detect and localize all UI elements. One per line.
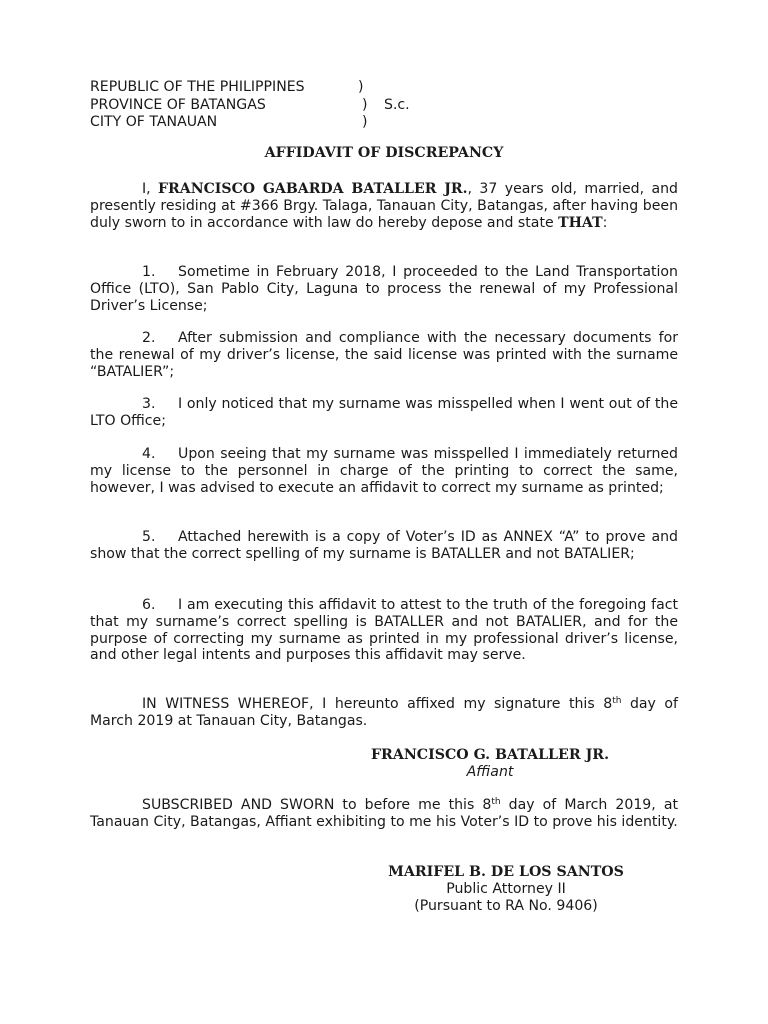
affiant-role: Affiant bbox=[466, 763, 514, 780]
witness-ordinal: th bbox=[612, 696, 622, 706]
venue-caption bbox=[90, 79, 470, 132]
caption-province: PROVINCE OF BATANGAS bbox=[90, 96, 266, 113]
caption-republic: REPUBLIC OF THE PHILIPPINES bbox=[90, 79, 305, 95]
witness-post: day of March 2019 at Tanauan City, Batangas. bbox=[90, 696, 679, 729]
item-text: I am executing this affidavit to attest to the truth of the foregoing fact that my surname’s correct spelling is BATALLER and not BATALIER, and for the purpose of correcting my surname as printed in my professional driver’s license, and other legal intents and purposes this affidavit may serve. bbox=[90, 597, 678, 664]
notary-authority: (Pursuant to RA No. 9406) bbox=[414, 897, 598, 914]
caption-line bbox=[90, 114, 470, 132]
intro-paragraph bbox=[90, 181, 678, 231]
item-number: 2. bbox=[142, 330, 156, 346]
list-item bbox=[90, 396, 678, 430]
notary-title: Public Attorney II bbox=[446, 880, 566, 897]
intro-text: , 37 years old, married, and presently residing at #366 Brgy. Talaga, Tanauan City, Batangas, after having been duly sworn to in accordance with law do hereby depose and state bbox=[90, 181, 678, 231]
item-text: Upon seeing that my surname was misspelled I immediately returned my license to the personnel in charge of the printing to correct the same, however, I was advised to execute an affidavit to correct my surname as printed; bbox=[90, 446, 678, 496]
witness-pre: IN WITNESS WHEREOF, I hereunto affixed my signature this 8 bbox=[142, 696, 613, 712]
list-item bbox=[90, 597, 678, 664]
item-text: Attached herewith is a copy of Voter’s ID as ANNEX “A” to prove and show that the correct spelling of my surname is BATALLER and not BATALIER; bbox=[90, 529, 678, 562]
caption-sc: S.c. bbox=[384, 96, 410, 113]
caption-paren: ) bbox=[362, 96, 368, 113]
jurat-post: day of March 2019, at Tanauan City, Batangas, Affiant exhibiting to me his Voter’s ID to prove his identity. bbox=[90, 797, 678, 830]
item-number: 5. bbox=[142, 529, 156, 545]
caption-line bbox=[90, 97, 470, 115]
affiant-signature-block bbox=[340, 747, 640, 781]
jurat-pre: SUBSCRIBED AND SWORN to before me this 8 bbox=[142, 797, 492, 813]
list-item bbox=[90, 529, 678, 563]
affiant-full-name: FRANCISCO GABARDA BATALLER JR. bbox=[158, 181, 468, 197]
list-item bbox=[90, 264, 678, 314]
list-item bbox=[90, 446, 678, 496]
affiant-name: FRANCISCO G. BATALLER JR. bbox=[370, 747, 610, 763]
notary-name: MARIFEL B. DE LOS SANTOS bbox=[388, 864, 624, 880]
item-text: I only noticed that my surname was misspelled when I went out of the LTO Office; bbox=[90, 396, 678, 429]
intro-colon: : bbox=[602, 214, 608, 231]
that-word: THAT bbox=[558, 214, 603, 231]
item-number: 1. bbox=[142, 264, 156, 280]
item-number: 3. bbox=[142, 396, 156, 412]
list-item bbox=[90, 330, 678, 380]
document-title: AFFIDAVIT OF DISCREPANCY bbox=[264, 145, 504, 161]
caption-city: CITY OF TANAUAN bbox=[90, 114, 218, 131]
witness-paragraph bbox=[90, 696, 678, 730]
item-text: After submission and compliance with the necessary documents for the renewal of my driver’s license, the said license was printed with the surname “BATALIER”; bbox=[90, 330, 678, 380]
jurat-ordinal: th bbox=[491, 797, 501, 807]
caption-paren: ) bbox=[358, 79, 364, 95]
caption-line bbox=[90, 79, 470, 97]
jurat-paragraph bbox=[90, 797, 678, 831]
intro-pre: I, bbox=[142, 181, 159, 197]
item-number: 6. bbox=[142, 597, 156, 613]
item-number: 4. bbox=[142, 446, 156, 462]
caption-paren: ) bbox=[362, 114, 368, 131]
item-text: Sometime in February 2018, I proceeded to the Land Transportation Office (LTO), San Pablo City, Laguna to process the renewal of my Professional Driver’s License; bbox=[90, 264, 678, 314]
notary-signature-block bbox=[368, 864, 644, 914]
